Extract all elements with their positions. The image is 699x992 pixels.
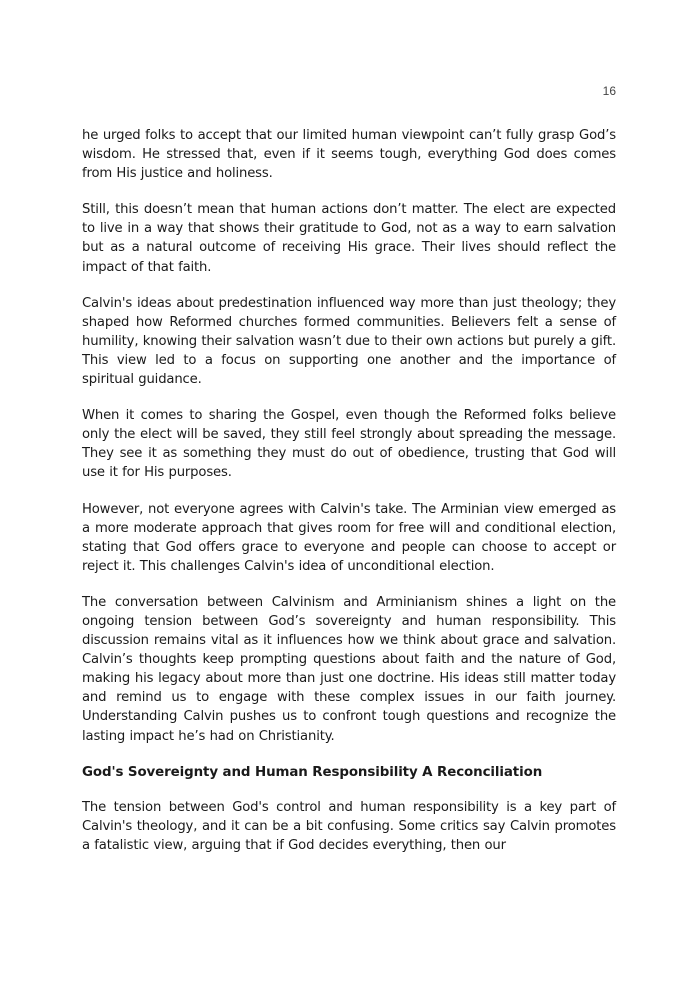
paragraph: When it comes to sharing the Gospel, even though the Reformed folks believe only the elect will be saved, they still feel strongly about spreading the message. They see it as something they must do out of obedience, trusting that God will use it for His purposes. <box>82 408 616 481</box>
paragraph: Still, this doesn’t mean that human actions don’t matter. The elect are expected to live in a way that shows their gratitude to God, not as a way to earn salvation but as a natural outcome of receiving His grace. Their lives should reflect the impact of that faith. <box>82 202 616 275</box>
paragraph: However, not everyone agrees with Calvin's take. The Arminian view emerged as a more moderate approach that gives room for free will and conditional election, stating that God offers grace to everyone and people can choose to accept or reject it. This challenges Calvin's idea of unconditional election. <box>82 501 616 574</box>
paragraph: Calvin's ideas about predestination influenced way more than just theology; they shaped how Reformed churches formed communities. Believers felt a sense of humility, knowing their salvation wasn’t due to their own actions but purely a gift. This view led to a focus on supporting one another and the importance of spiritual guidance. <box>82 295 616 388</box>
page-number: 16 <box>602 84 616 98</box>
paragraph: he urged folks to accept that our limited human viewpoint can’t fully grasp God’s wisdom. He stressed that, even if it seems tough, everything God does comes from His justice and holiness. <box>82 128 616 182</box>
paragraph: The conversation between Calvinism and Arminianism shines a light on the ongoing tension between God’s sovereignty and human responsibility. This discussion remains vital as it influences how we think about grace and salvation. Calvin’s thoughts keep prompting questions about faith and the nature of God, making his legacy about more than just one doctrine. His ideas still matter today and remind us to engage with these complex issues in our faith journey. Understanding Calvin pushes us to confront tough questions and recognize the lasting impact he’s had on Christianity. <box>82 594 616 744</box>
section-heading: God's Sovereignty and Human Responsibility A Reconciliation <box>82 764 543 780</box>
document-body <box>82 126 616 872</box>
paragraph: The tension between God's control and human responsibility is a key part of Calvin's theology, and it can be a bit confusing. Some critics say Calvin promotes a fatalistic view, arguing that if God decides everything, then our <box>82 799 616 853</box>
